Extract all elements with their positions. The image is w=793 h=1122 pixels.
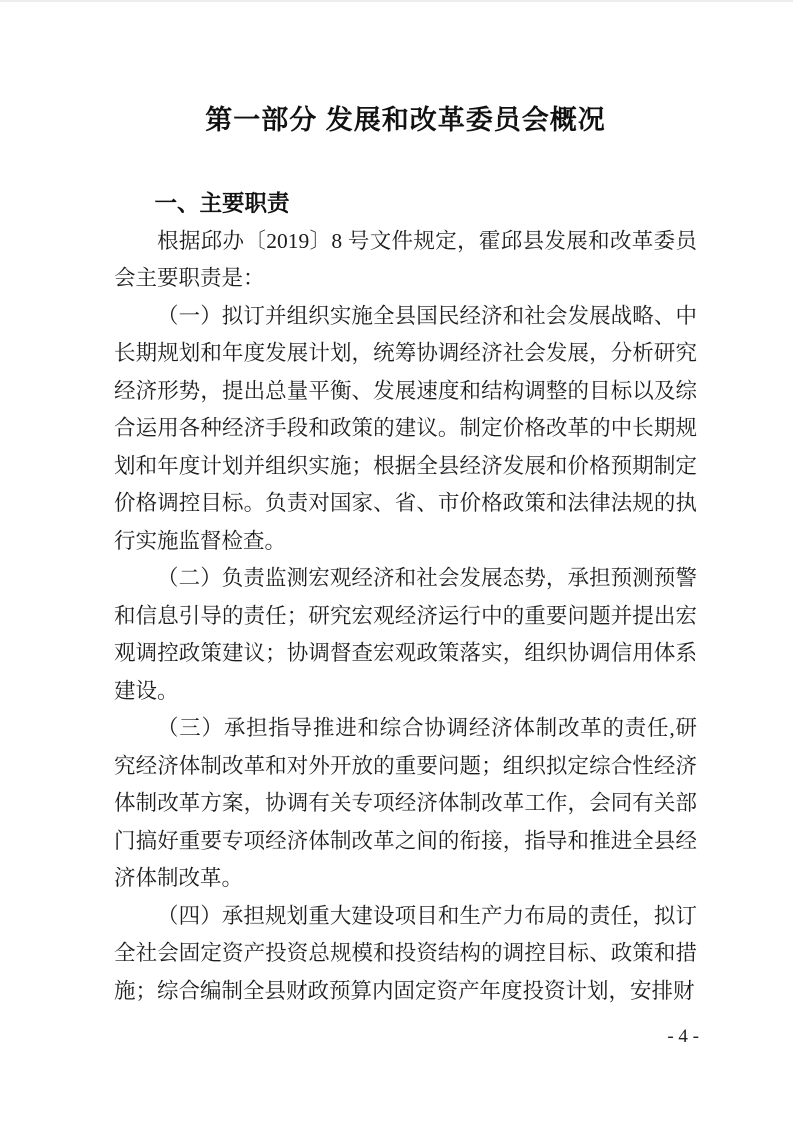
paragraph-duty-2: （二）负责监测宏观经济和社会发展态势，承担预测预警和信息引导的责任；研究宏观经济运行中的重要问题并提出宏观调控政策建议；协调督查宏观政策落实，组织协调信用体系建设。 [114,566,697,703]
document-content [114,100,697,1010]
document-title: 第一部分 发展和改革委员会概况 [205,105,606,135]
section-heading: 一、主要职责 [154,191,290,216]
paragraph-duty-4: （四）承担规划重大建设项目和生产力布局的责任，拟订全社会固定资产投资总规模和投资结构的调控目标、政策和措施；综合编制全县财政预算内固定资产年度投资计划，安排财 [114,903,697,1003]
paragraph-intro: 根据邱办〔2019〕8 号文件规定，霍邱县发展和改革委员会主要职责是： [114,228,697,290]
body-text [114,223,697,1011]
page-number: - 4 - [667,1026,699,1047]
paragraph-duty-3: （三）承担指导推进和综合协调经济体制改革的责任,研究经济体制改革和对外开放的重要问题；组织拟定综合性经济体制改革方案，协调有关专项经济体制改革工作，会同有关部门搞好重要专项经济体制改革之间的衔接，指导和推进全县经济体制改革。 [114,716,697,890]
paragraph-duty-1: （一）拟订并组织实施全县国民经济和社会发展战略、中长期规划和年度发展计划，统筹协调经济社会发展，分析研究经济形势，提出总量平衡、发展速度和结构调整的目标以及综合运用各种经济手段和政策的建议。制定价格改革的中长期规划和年度计划并组织实施；根据全县经济发展和价格预期制定价格调控目标。负责对国家、省、市价格政策和法律法规的执行实施监督检查。 [114,303,697,553]
